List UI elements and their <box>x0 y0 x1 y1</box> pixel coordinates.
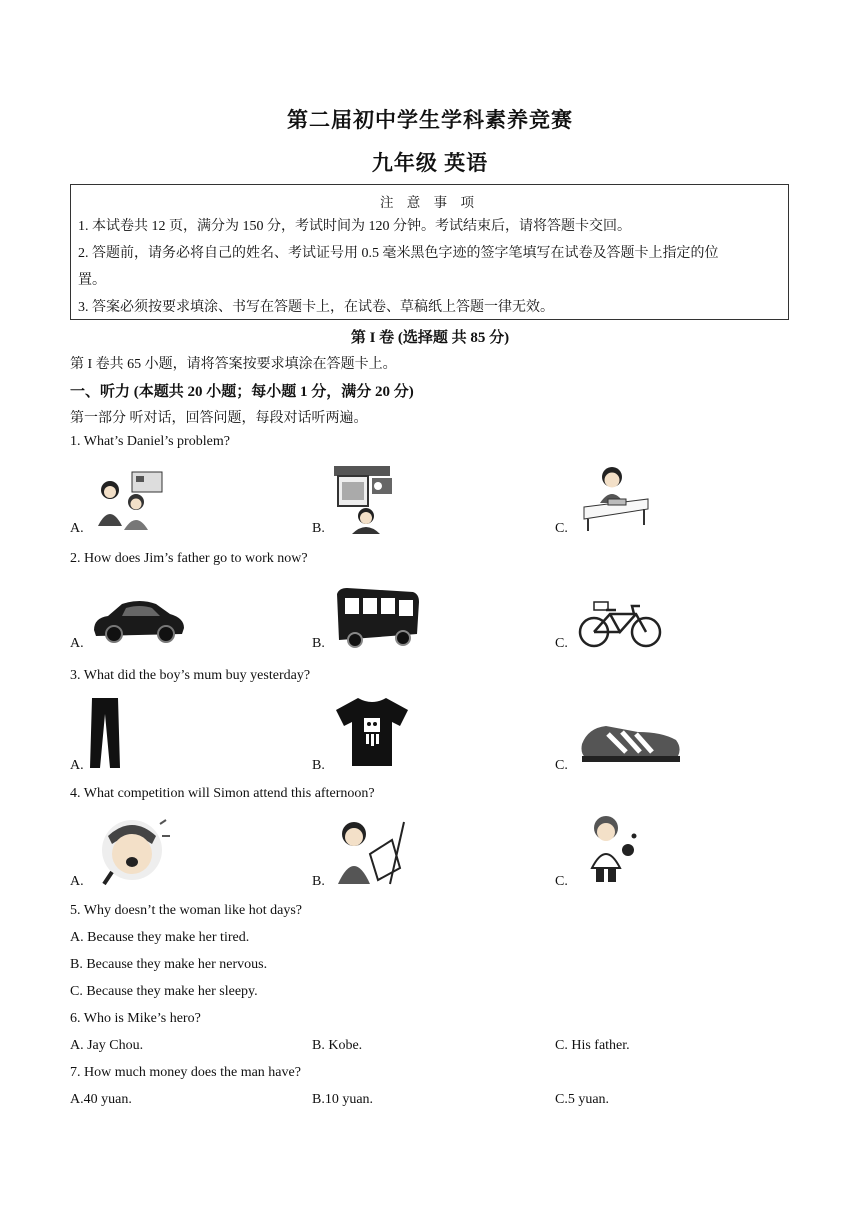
boy-at-desk-picture <box>578 463 654 533</box>
t-shirt-picture <box>334 694 410 768</box>
option-label: B. Kobe. <box>312 1038 363 1053</box>
part1-intro: 第 I 卷共 65 小题，请将答案按要求填涂在答题卡上。 <box>70 357 397 372</box>
option-label: B. <box>312 636 325 651</box>
exam-title: 第二届初中学生学科素养竞赛 <box>287 108 573 132</box>
question-5: 5. Why doesn’t the woman like hot days? <box>70 903 302 918</box>
boy-drawing-picture <box>330 814 414 888</box>
option-label: B. <box>312 758 325 773</box>
trousers-picture <box>88 696 122 770</box>
option-label: B. Because they make her nervous. <box>70 957 268 972</box>
notice-item: 置。 <box>78 273 106 288</box>
exam-subtitle: 九年级 英语 <box>371 151 489 175</box>
boy-with-projector-picture <box>332 464 398 534</box>
question-6: 6. Who is Mike’s hero? <box>70 1011 201 1026</box>
option-label: C. <box>555 521 568 536</box>
option-label: C. Because they make her sleepy. <box>70 984 258 999</box>
notice-item: 2. 答题前，请务必将自己的姓名、考试证号用 0.5 毫米黑色字迹的签字笔填写在试卷及答题卡上指定的位 <box>78 246 719 261</box>
option-label: B. <box>312 521 325 536</box>
boy-ping-pong-picture <box>578 812 640 886</box>
bicycle-picture <box>576 600 664 648</box>
option-label: A. <box>70 521 84 536</box>
option-label: C.5 yuan. <box>555 1092 610 1107</box>
boy-singing-picture <box>94 814 172 888</box>
question-3: 3. What did the boy’s mum buy yesterday? <box>70 668 311 683</box>
question-1: 1. What’s Daniel’s problem? <box>70 434 230 449</box>
people-talking-picture <box>92 466 168 532</box>
question-7: 7. How much money does the man have? <box>70 1065 301 1080</box>
option-label: A. Because they make her tired. <box>70 930 250 945</box>
question-4: 4. What competition will Simon attend this afternoon? <box>70 786 375 801</box>
notice-item: 3. 答案必须按要求填涂、书写在答题卡上，在试卷、草稿纸上答题一律无效。 <box>78 300 554 315</box>
option-label: C. <box>555 636 568 651</box>
option-label: A. <box>70 874 84 889</box>
notice-heading: 注 意 事 项 <box>379 195 480 210</box>
question-2: 2. How does Jim’s father go to work now? <box>70 551 308 566</box>
sneaker-picture <box>578 718 684 766</box>
car-picture <box>90 596 186 644</box>
option-label: C. His father. <box>555 1038 630 1053</box>
part1-heading: 第 I 卷 (选择题 共 85 分) <box>350 330 510 346</box>
option-label: B.10 yuan. <box>312 1092 374 1107</box>
listening-instruction: 第一部分 听对话，回答问题，每段对话听两遍。 <box>70 411 368 426</box>
option-label: B. <box>312 874 325 889</box>
bus-picture <box>333 584 421 650</box>
option-label: A. Jay Chou. <box>70 1038 144 1053</box>
option-label: C. <box>555 874 568 889</box>
option-label: C. <box>555 758 568 773</box>
listening-heading: 一、听力 (本题共 20 小题；每小题 1 分，满分 20 分) <box>70 384 414 400</box>
option-label: A. <box>70 758 84 773</box>
notice-box <box>70 184 789 320</box>
option-label: A. <box>70 636 84 651</box>
option-label: A.40 yuan. <box>70 1092 132 1107</box>
notice-item: 1. 本试卷共 12 页，满分为 150 分，考试时间为 120 分钟。考试结束后，请将答题卡交回。 <box>78 219 631 234</box>
